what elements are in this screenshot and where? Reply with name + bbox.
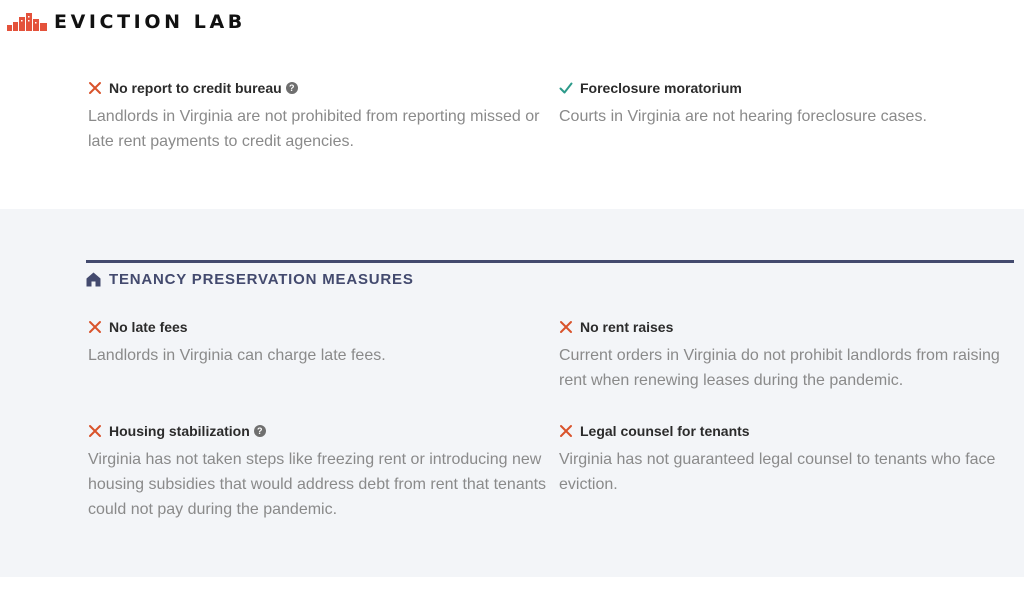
check-icon bbox=[559, 81, 573, 95]
measure-title: No rent raises bbox=[580, 319, 674, 335]
measure-header bbox=[559, 317, 1019, 337]
cross-icon bbox=[88, 424, 102, 438]
measure-description: Landlords in Virginia can charge late fees. bbox=[88, 347, 386, 364]
measure-description: Landlords in Virginia are not prohibited from reporting missed or late rent payments to credit agencies. bbox=[88, 108, 540, 150]
measure-title: No report to credit bureau bbox=[109, 80, 282, 96]
eviction-lab-logo[interactable] bbox=[7, 11, 246, 33]
measure-header bbox=[88, 317, 548, 337]
measure-title: Housing stabilization bbox=[109, 423, 250, 439]
cross-icon bbox=[559, 320, 573, 334]
measure-description: Current orders in Virginia do not prohibit landlords from raising rent when renewing leases during the pandemic. bbox=[559, 347, 1000, 389]
measure-legal-counsel-for-tenants bbox=[559, 421, 1019, 497]
measure-title: Legal counsel for tenants bbox=[580, 423, 750, 439]
measure-title: No late fees bbox=[109, 319, 188, 335]
tenancy-preservation-section bbox=[0, 209, 1024, 577]
brand-name: EVICTION LAB bbox=[54, 11, 246, 33]
city-skyline-icon bbox=[7, 13, 47, 31]
measure-foreclosure-moratorium bbox=[559, 78, 1019, 129]
house-icon bbox=[86, 272, 101, 287]
cross-icon bbox=[88, 81, 102, 95]
help-icon[interactable]: ? bbox=[286, 82, 298, 94]
measure-header bbox=[88, 78, 548, 98]
help-icon[interactable]: ? bbox=[254, 425, 266, 437]
measure-description: Virginia has not taken steps like freezing rent or introducing new housing subsidies that would address debt from rent that tenants could not pay during the pandemic. bbox=[88, 451, 547, 518]
measure-header bbox=[559, 78, 1019, 98]
measure-title: Foreclosure moratorium bbox=[580, 80, 742, 96]
section-header bbox=[86, 269, 414, 289]
measure-header bbox=[559, 421, 1019, 441]
site-header bbox=[0, 0, 1024, 44]
section-title: TENANCY PRESERVATION MEASURES bbox=[109, 270, 414, 288]
cross-icon bbox=[88, 320, 102, 334]
measure-housing-stabilization bbox=[88, 421, 548, 522]
measure-description: Courts in Virginia are not hearing foreclosure cases. bbox=[559, 108, 927, 125]
measure-no-late-fees bbox=[88, 317, 548, 368]
section-divider bbox=[86, 260, 1014, 263]
measure-description: Virginia has not guaranteed legal counsel to tenants who face eviction. bbox=[559, 451, 996, 493]
measure-no-report-credit-bureau bbox=[88, 78, 548, 154]
cross-icon bbox=[559, 424, 573, 438]
measure-no-rent-raises bbox=[559, 317, 1019, 393]
measure-header bbox=[88, 421, 548, 441]
